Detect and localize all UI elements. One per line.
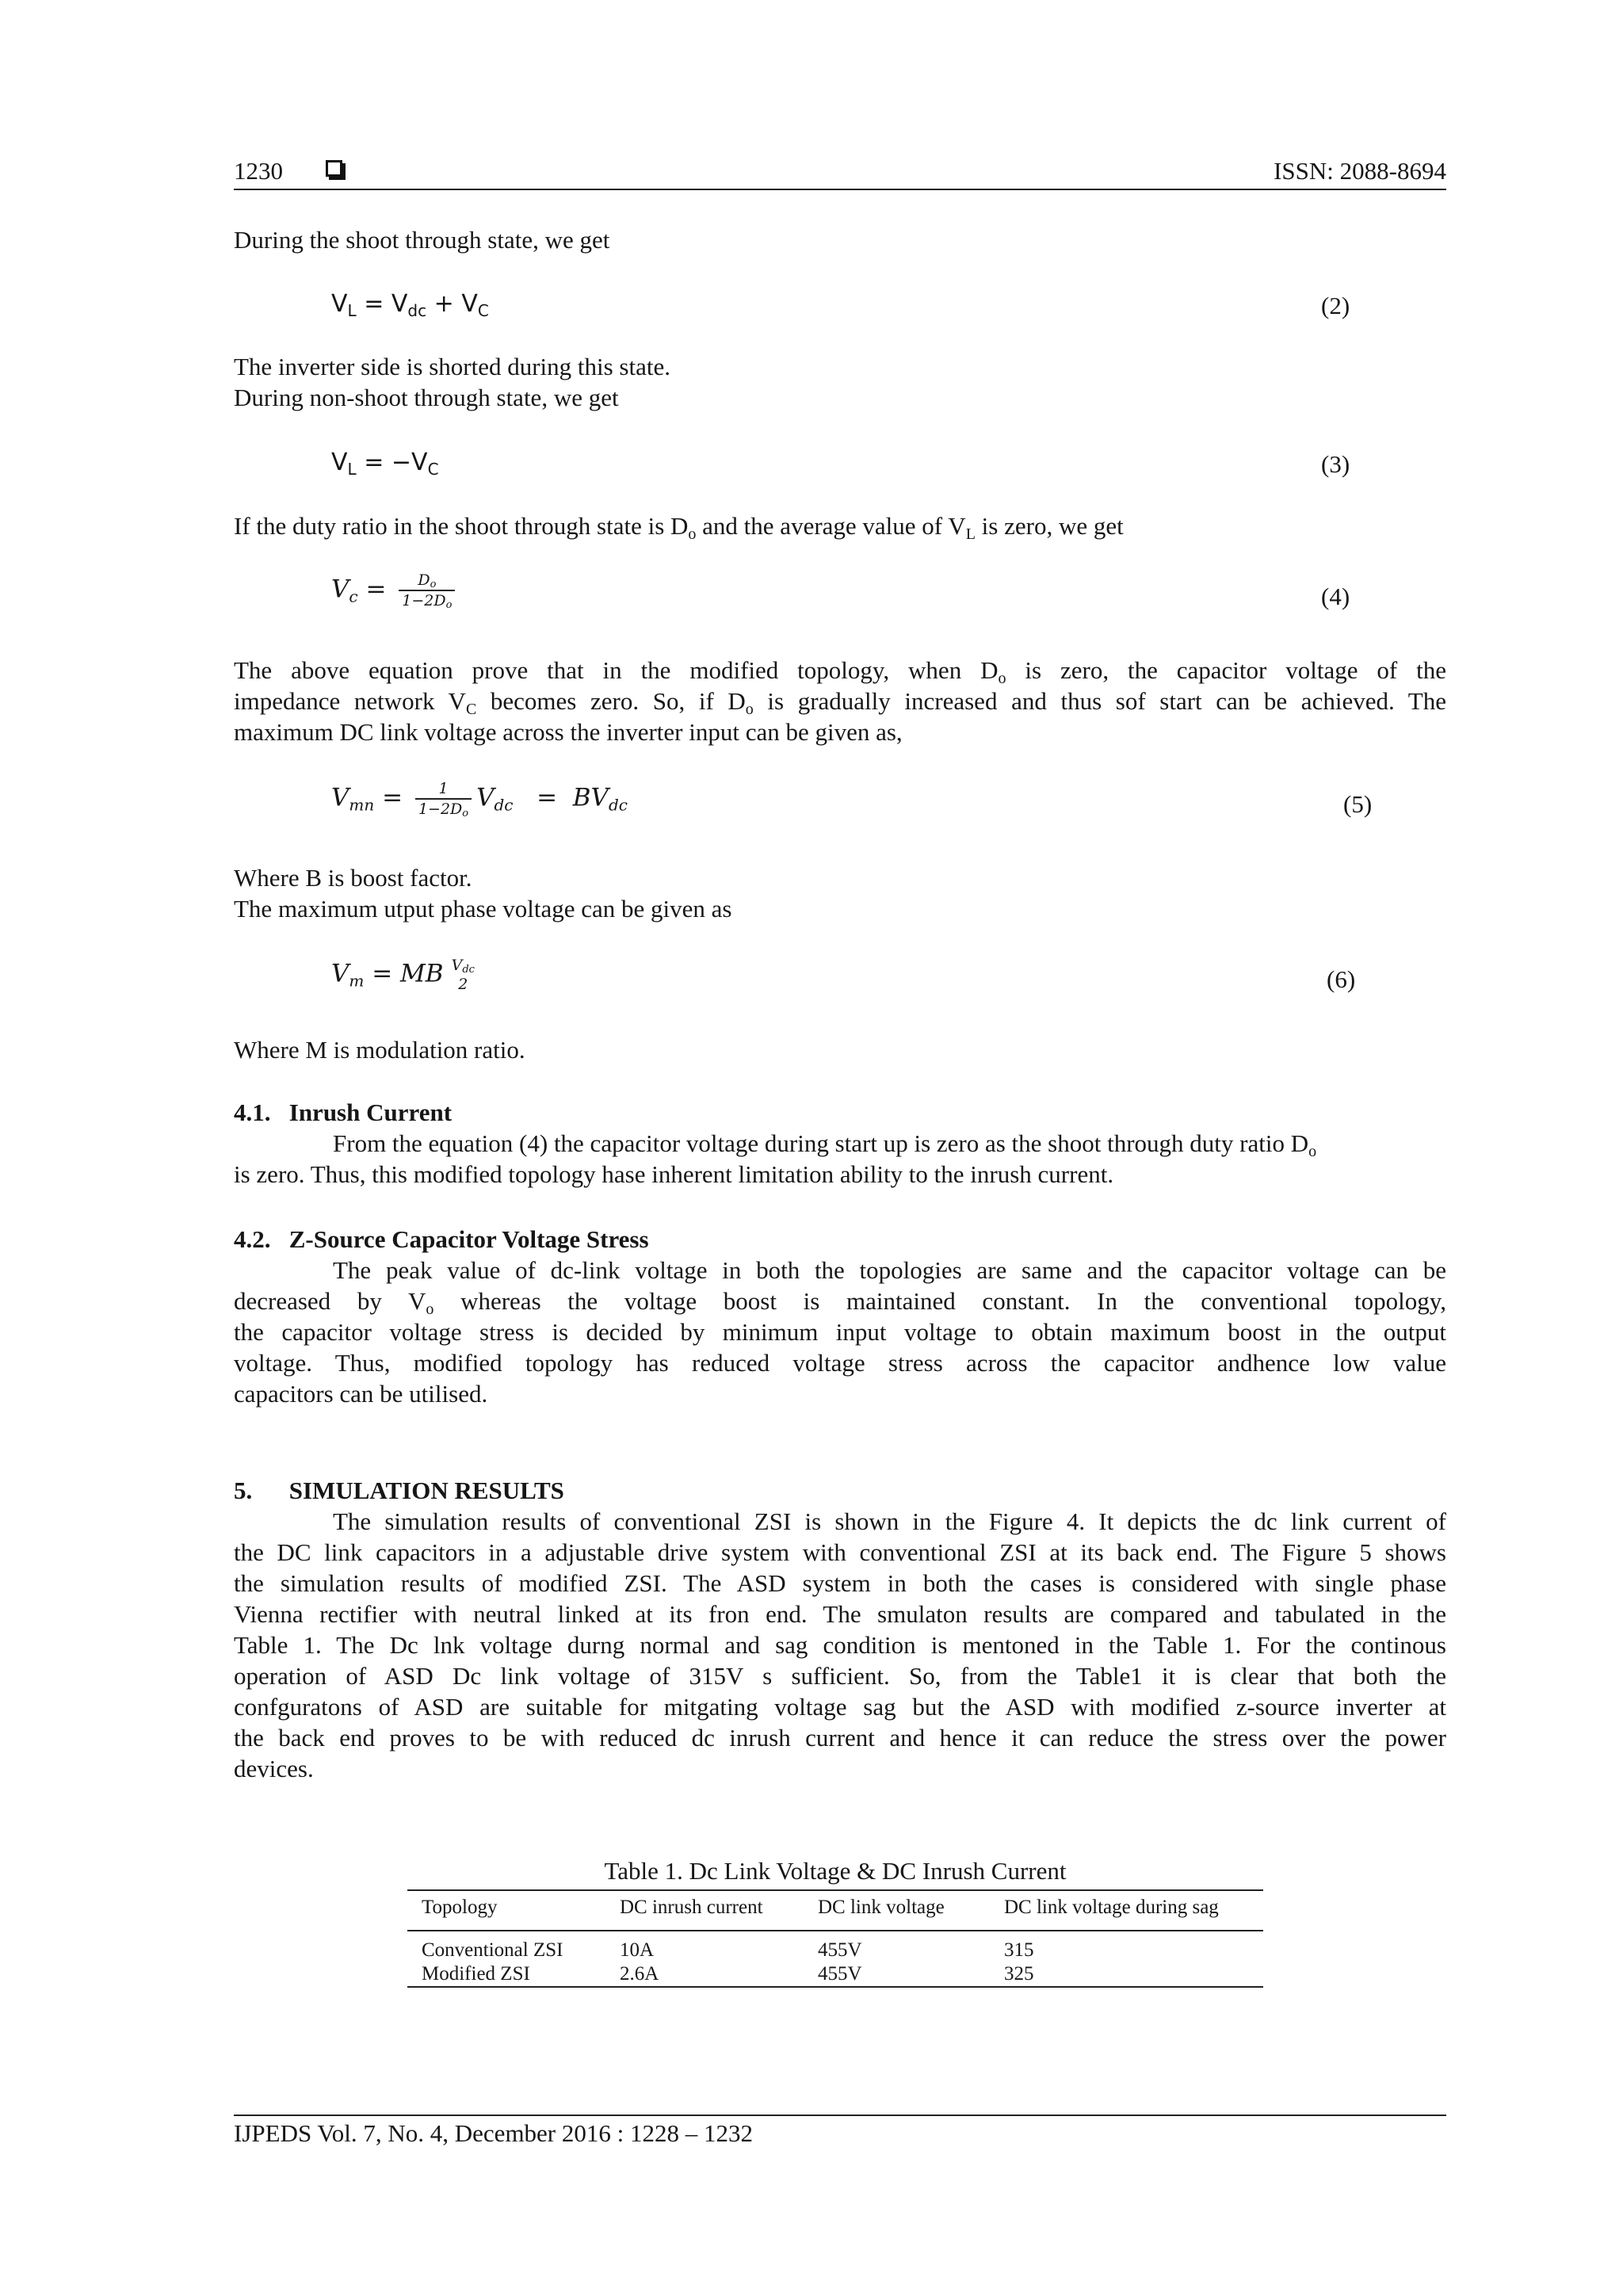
equation-2: $V_L = V_{dc} + V_C$ <box>331 290 489 320</box>
s42-line2a: decreased by V <box>234 1287 426 1315</box>
section-4-1-number: 4.1. <box>234 1098 271 1126</box>
section-4-1-title: Inrush Current <box>288 1098 453 1126</box>
col-header-topology: Topology <box>422 1897 498 1918</box>
p4-line2a: impedance network V <box>234 687 466 715</box>
intro-paragraph-1: During the shoot through state, we get <box>234 226 610 254</box>
equation-4-number: (4) <box>1321 583 1350 610</box>
equation-6-number: (6) <box>1327 965 1356 993</box>
s42-line3: the capacitor voltage stress is decided by minimum input voltage to obtain maximum boost in the output <box>234 1318 1446 1346</box>
s5-line-6: confguratons of ASD are suitable for mitgating voltage sag but the ASD with modified z-source inverter at <box>234 1693 1446 1721</box>
intro-paragraph-2b: During non-shoot through state, we get <box>234 384 619 411</box>
p4-line3: maximum DC link voltage across the inverter input can be given as, <box>234 718 903 746</box>
table-cell: 315 <box>1004 1939 1034 1961</box>
table-top-rule <box>407 1889 1263 1891</box>
after-eq5-line1: Where B is boost factor. <box>234 864 472 892</box>
s42-line5: capacitors can be utilised. <box>234 1380 488 1408</box>
section-5-body <box>234 1506 1446 1784</box>
after-eq6: Where M is modulation ratio. <box>234 1036 525 1064</box>
table-cell: 325 <box>1004 1963 1034 1985</box>
s41-line1: From the equation (4) the capacitor voltage during start up is zero as the shoot through duty ratio D <box>333 1129 1309 1157</box>
table-row <box>407 1962 1263 1986</box>
s42-line2b: whereas the voltage boost is maintained constant. In the conventional topology, <box>433 1287 1446 1315</box>
table-caption: Table 1. Dc Link Voltage & DC Inrush Current <box>604 1857 1067 1885</box>
footer-citation: IJPEDS Vol. 7, No. 4, December 2016 : 1228 – 1232 <box>234 2119 753 2147</box>
s5-line-1: the DC link capacitors in a adjustable drive system with conventional ZSI at its back end. The Figure 5 shows <box>234 1538 1446 1566</box>
paragraph-after-eq4: The above equation prove that in the modified topology, when $D_o$ is zero, the capacitor voltage of the impedance network $V_C$ becomes zero. So, if $D_o$ is gradually increased and thus sof start can be achieved. The maximum DC link voltage across the inverter input can be given as, <box>234 656 1446 746</box>
s42-line4: voltage. Thus, modified topology has reduced voltage stress across the capacitor andhence low value <box>234 1349 1446 1377</box>
table-cell: Modified ZSI <box>422 1963 530 1985</box>
intro-paragraph-2a: The inverter side is shorted during this state. <box>234 353 670 380</box>
p3-mid: and the average value of V <box>702 512 966 540</box>
section-4-2-body: The peak value of dc-link voltage in both the topologies are same and the capacitor voltage can be decreased by $V_o$ whereas the voltage boost is maintained constant. In the conventional topology, the capacitor voltage stress is decided by minimum input voltage to obtain maximum boost in the output voltage. Thus, modified topology has reduced voltage stress across the capacitor andhence low value capacitors can be utilised. <box>234 1256 1446 1408</box>
s5-line-7: the back end proves to be with reduced dc inrush current and hence it can reduce the stress over the power <box>234 1724 1446 1752</box>
s5-line-8: devices. <box>234 1755 314 1782</box>
table-cell: 455V <box>818 1939 862 1961</box>
table-cell: 455V <box>818 1963 862 1985</box>
table-cell: 10A <box>620 1939 655 1961</box>
col-header-sag-voltage: DC link voltage during sag <box>1004 1897 1219 1918</box>
page-number: 1230 <box>234 157 283 185</box>
table-bottom-rule <box>407 1986 1263 1988</box>
p4-line2c: is gradually increased and thus sof start can be achieved. The <box>753 687 1446 715</box>
footer-rule <box>234 2115 1446 2116</box>
p4-line1b: is zero, the capacitor voltage of the <box>1006 656 1446 684</box>
table-cell: 2.6A <box>620 1963 659 1985</box>
s5-line-0: The simulation results of conventional ZSI is shown in the Figure 4. It depicts the dc link current of <box>333 1507 1446 1535</box>
section-4-2-number: 4.2. <box>234 1225 271 1253</box>
section-5-heading <box>234 1475 564 1506</box>
p3-pre: If the duty ratio in the shoot through state is D <box>234 512 689 540</box>
s5-line-5: operation of ASD Dc link voltage of 315V s sufficient. So, from the Table1 it is clear that both the <box>234 1662 1446 1690</box>
section-4-1-heading <box>234 1097 452 1128</box>
table-row <box>407 1939 1263 1962</box>
table-1 <box>407 1896 1263 1986</box>
table-header-row <box>407 1896 1263 1931</box>
col-header-inrush: DC inrush current <box>620 1897 763 1918</box>
section-4-2-heading <box>234 1224 649 1255</box>
after-eq5-line2: The maximum utput phase voltage can be given as <box>234 895 732 923</box>
section-4-1-body: From the equation (4) the capacitor voltage during start up is zero as the shoot through duty ratio $D_o$ is zero. Thus, this modified topology hase inherent limitation ability to the inrush current. <box>234 1128 1446 1190</box>
p4-line2b: becomes zero. So, if D <box>476 687 746 715</box>
equation-5-number: (5) <box>1343 790 1373 818</box>
section-5-number: 5. <box>234 1477 253 1504</box>
equation-4: $V_c$ = $\frac{D_o}{1-2D_o}$ <box>331 571 460 610</box>
s42-line1: The peak value of dc-link voltage in both the topologies are same and the capacitor voltage can be <box>333 1256 1446 1284</box>
s41-line2: is zero. Thus, this modified topology hase inherent limitation ability to the inrush current. <box>234 1160 1114 1188</box>
equation-3-number: (3) <box>1321 450 1350 478</box>
p4-line1: The above equation prove that in the modified topology, when D <box>234 656 999 684</box>
s5-line-2: the simulation results of modified ZSI. The ASD system in both the cases is considered with single phase <box>234 1569 1446 1597</box>
equation-2-number: (2) <box>1321 292 1350 319</box>
header-rule <box>234 189 1446 190</box>
equation-5: $V_{mn}$ = $\frac{1}{1-2D_o}$ $V_{dc} = BV_{dc}$ <box>331 780 628 819</box>
table-cell: Conventional ZSI <box>422 1939 563 1961</box>
section-4-2-title: Z-Source Capacitor Voltage Stress <box>288 1225 649 1253</box>
p3-post: is zero, we get <box>981 512 1124 540</box>
equation-6: $V_m$ = MB $V_{dc}$ 2 <box>331 957 475 993</box>
issn: ISSN: 2088-8694 <box>1274 157 1446 185</box>
intro-paragraph-3: If the duty ratio in the shoot through state is $D_o$ and the average value of $V_L$ is zero, we get <box>234 512 1124 543</box>
s5-line-4: Table 1. The Dc lnk voltage durng normal and sag condition is mentoned in the Table 1. For the continous <box>234 1631 1446 1659</box>
col-header-link-voltage: DC link voltage <box>818 1897 945 1918</box>
section-5-title: SIMULATION RESULTS <box>288 1477 564 1504</box>
checkbox-square-icon <box>326 160 342 177</box>
equation-3: $V_L = -V_C$ <box>331 449 439 479</box>
s5-line-3: Vienna rectifier with neutral linked at its fron end. The smulaton results are compared and tabulated in the <box>234 1600 1446 1628</box>
